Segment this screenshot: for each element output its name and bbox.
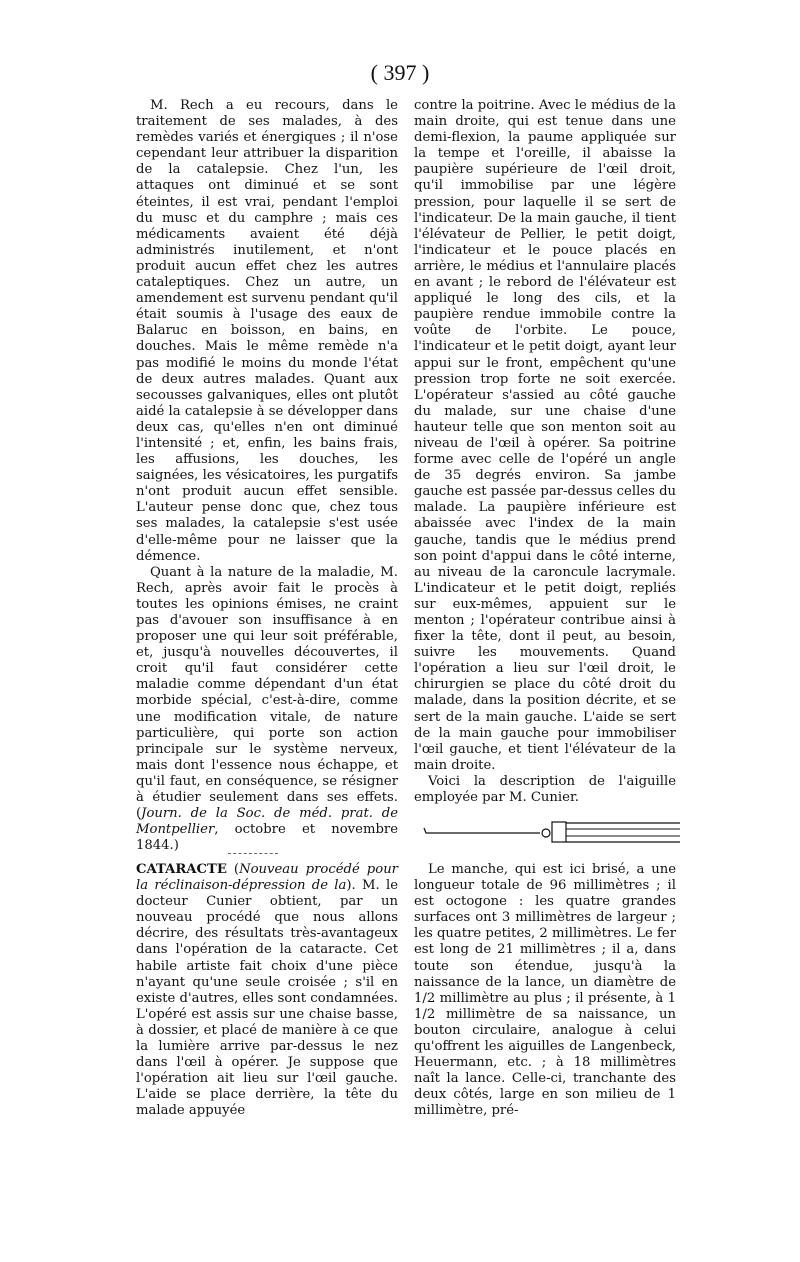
journal-citation: Journ. de la Soc. de méd. prat. de Montpellier — [136, 806, 398, 838]
section-separator — [228, 853, 278, 854]
needle-shaft-icon — [424, 828, 540, 833]
paragraph-needle-description: Le manche, qui est ici brisé, a une longueur totale de 96 millimètres ; il est octogone : les quatre grandes surfaces ont 3 millimètres de largeur ; les quatre petites, 2 millimètres. Le fer est long de 21 millimètres ; il a, dans toute son étendue, jusqu'à la naissance de la lance, un diamètre de 1/2 millimètre au plus ; il présente, à 1 1/2 millimètre de sa naissance, un bouton circulaire, analogue à celui qu'offrent les aiguilles de Langenbeck, Heuermann, etc. ; à 18 millimètres naît la lance. Celle-ci, tranchante des deux côtés, large en son milieu de 1 millimètre, pré- — [414, 862, 676, 1119]
citation-date: , octobre et novembre 1844.) — [136, 822, 398, 854]
paragraph-rech-treatment: M. Rech a eu recours, dans le traitement de ses malades, à des remèdes variés et énergiques ; il n'ose cependant leur attribuer la disparition de la catalepsie. Chez l'un, les attaques ont diminué et se sont éteintes, il est vrai, pendant l'emploi du musc et du camphre ; mais ces médicaments avaient été déjà administrés inutilement, et n'ont produit aucun effet chez les autres cataleptiques. Chez un autre, un amendement est survenu pendant qu'il était soumis à l'usage des eaux de Balaruc en boisson, en bains, en douches. Mais le même remède n'a pas modifié le moins du monde l'état de deux autres malades. Quant aux secousses galvaniques, elles ont plutôt aidé la catalepsie à se développer dans deux cas, qu'elles n'en ont diminué l'intensité ; et, enfin, les bains frais, les affusions, les douches, les saignées, les vésicatoires, les purgatifs n'ont produit aucun effet sensible. L'auteur pense donc que, chez tous ses malades, la catalepsie s'est usée d'elle-même pour ne laisser que la démence. — [136, 98, 398, 564]
paragraph-operation-description: contre la poitrine. Avec le médius de la main droite, qui est tenue dans une demi-flexion, la paume appliquée sur la tempe et l'oreille, il abaisse la paupière supérieure de l'œil droit, qu'il immobilise par une légère pression, pour laquelle il se sert de l'indicateur. De la main gauche, il tient l'élévateur de Pellier, le petit doigt, l'indicateur et le pouce placés en arrière, le médius et l'annulaire placés en avant ; le rebord de l'élévateur est appliqué le long des cils, et la paupière rendue immobile contre la voûte de l'orbite. Le pouce, l'indicateur et le petit doigt, ayant leur appui sur le front, empêchent qu'une pression trop forte ne soit exercée. L'opérateur s'assied au côté gauche du malade, sur une chaise d'une hauteur telle que son menton soit au niveau de l'œil à opérer. Sa poitrine forme avec celle de l'opéré un angle de 35 degrés environ. Sa jambe gauche est passée par-dessus celles du malade. La paupière inférieure est abaissée avec l'index de la main gauche, tandis que le médius prend son point d'appui dans le côté interne, au niveau de la caroncule lacrymale. L'indicateur et le petit doigt, repliés sur eux-mêmes, appuient sur le menton ; l'opérateur contribue ainsi à fixer la tête, dont il peut, au besoin, suivre les mouvements. Quand l'opération a lieu sur l'œil droit, le chirurgien se place du côté droit du malade, dans la position décrite, et se sert de la main gauche. L'aide se sert de la main gauche pour immobiliser l'œil gauche, et tient l'élévateur de la main droite. — [414, 98, 676, 773]
right-column-top — [414, 98, 676, 806]
right-column-bottom — [414, 862, 676, 1120]
left-column-bottom — [136, 862, 398, 1120]
left-column-top — [136, 98, 398, 854]
needle-figure — [422, 816, 684, 844]
page-number: ( 397 ) — [370, 60, 430, 85]
needle-button-icon — [542, 829, 550, 837]
paragraph-nature-of-disease — [136, 565, 398, 855]
needle-ferrule-icon — [552, 822, 566, 842]
paragraph-text: Quant à la nature de la maladie, M. Rech, après avoir fait le procès à toutes les opinions émises, ne craint pas d'avouer son insuffisance à en proposer une qui leur soit préférable, et, jusqu'à nouvelles découvertes, il croit qu'il faut considérer cette maladie comme dépendant d'un état morbide spécial, c'est-à-dire, comme une modification vitale, de nature particulière, qui porte son action principale sur le système nerveux, mais dont l'essence nous échappe, et qu'il faut, en conséquence, se résigner à étudier seulement dans ses effets. ( — [136, 564, 398, 822]
paragraph-cataract: CATARACTE (Nouveau procédé pour la réclinaison-dépression de la). M. le docteur Cunier obtient, par un nouveau procédé que nous allons décrire, des résultats très-avantageux dans l'opération de la cataracte. Cet habile artiste fait choix d'une pièce n'ayant qu'une seule croisée ; s'il en existe d'autres, elles sont condamnées. L'opéré est assis sur une chaise basse, à dossier, et placé de manière à ce que la lumière arrive par-dessus le nez dans l'œil à opérer. Je suppose que l'opération ait lieu sur l'œil gauche. L'aide se place derrière, la tête du malade appuyée — [136, 862, 399, 1119]
paragraph-needle-intro: Voici la description de l'aiguille employée par M. Cunier. — [414, 773, 676, 806]
section-heading: CATARACTE — [136, 862, 227, 877]
paragraph-text: M. le docteur Cunier obtient, par un nouveau procédé que nous allons décrire, des résultats très-avantageux dans l'opération de la cataracte. Cet habile artiste fait choix d'une pièce n'ayant qu'une seule croisée ; s'il en existe d'autres, elles sont condamnées. L'opéré est assis sur une chaise basse, à dossier, et placé de manière à ce que la lumière arrive par-dessus le nez dans l'œil à opérer. Je suppose que l'opération ait lieu sur l'œil gauche. L'aide se place derrière, la tête du malade appuyée — [136, 878, 399, 1119]
section-subtitle: Nouveau procédé pour la réclinaison-dépression de la — [136, 862, 398, 894]
